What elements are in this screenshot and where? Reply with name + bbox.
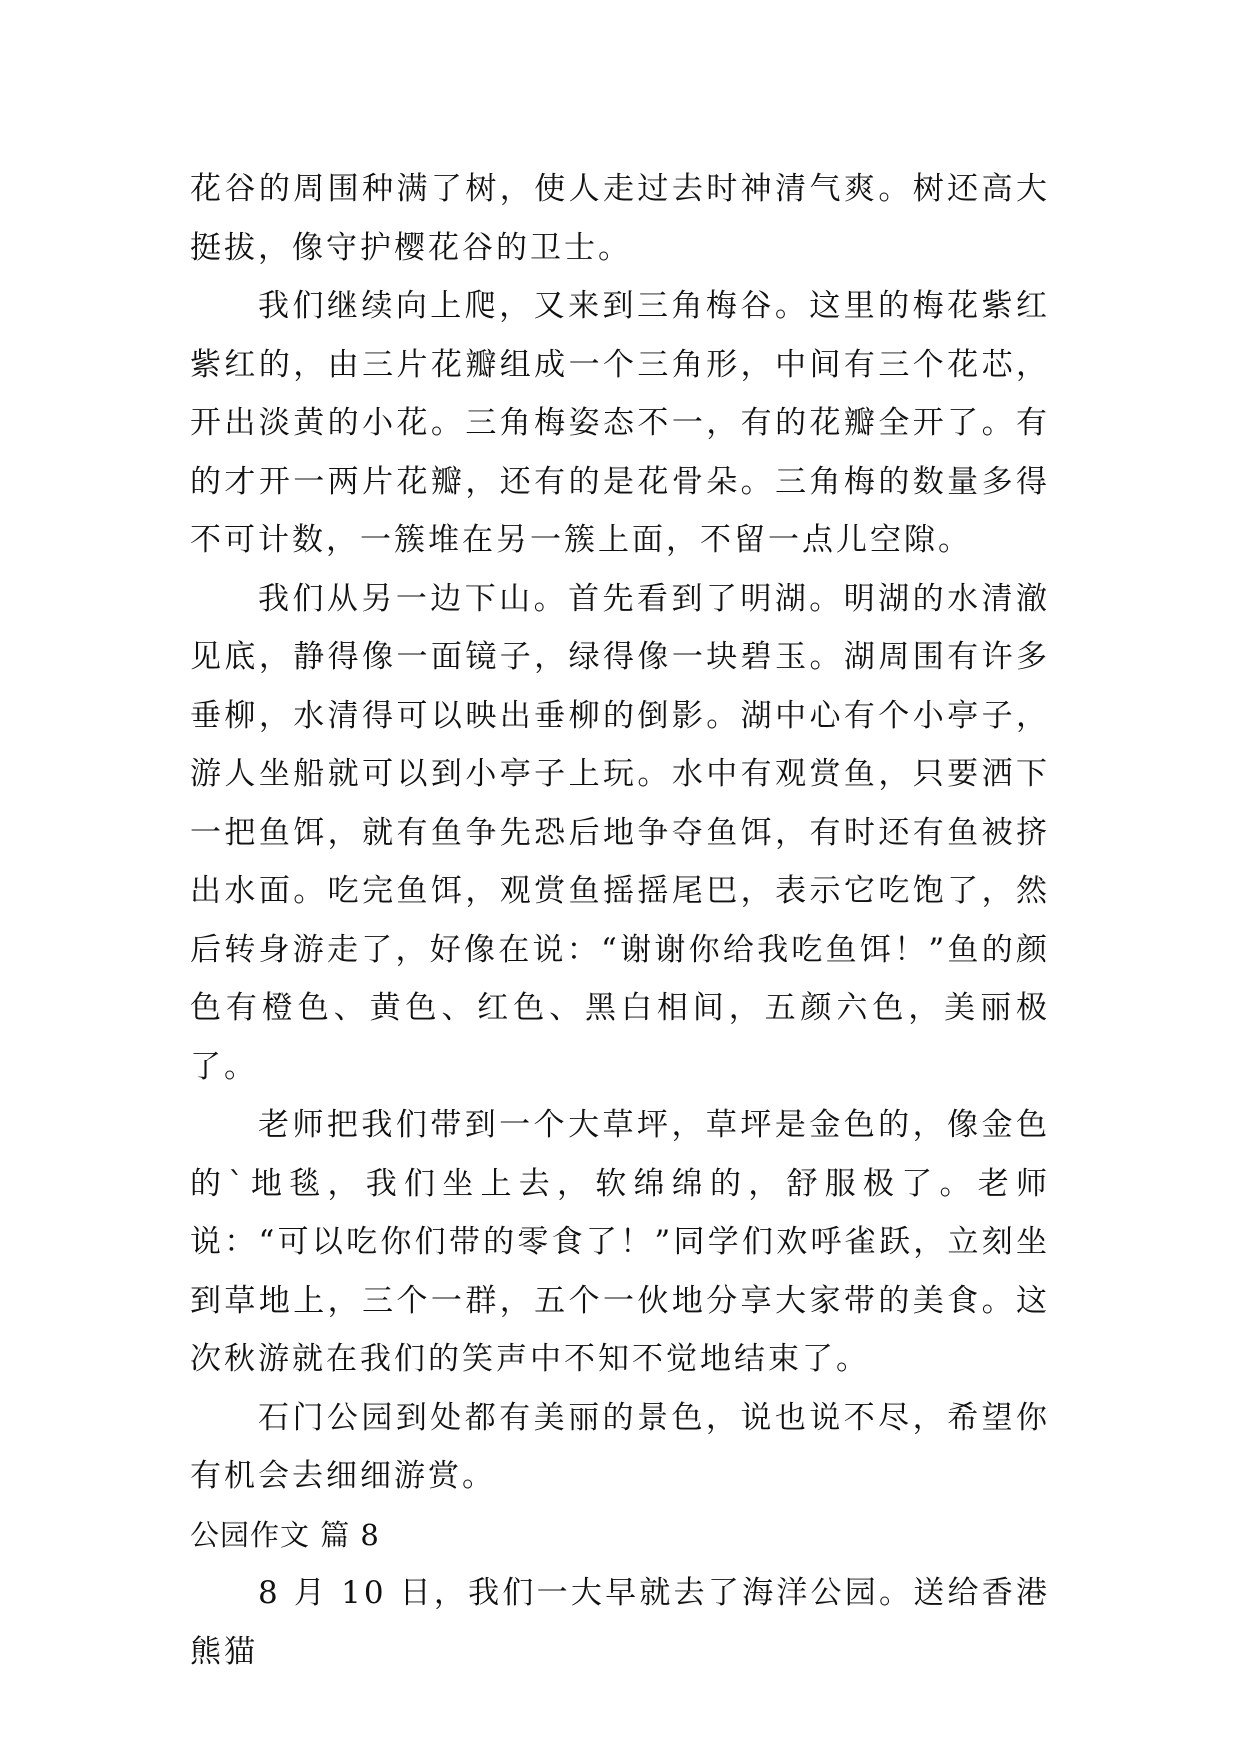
document-page bbox=[190, 160, 1050, 1681]
paragraph-ocean-park: 8 月 10 日，我们一大早就去了海洋公园。送给香港熊猫 bbox=[190, 1575, 1050, 1670]
paragraph-ming-lake: 我们从另一边下山。首先看到了明湖。明湖的水清澈见底，静得像一面镜子，绿得像一块碧玉。湖周围有许多垂柳，水清得可以映出垂柳的倒影。湖中心有个小亭子，游人坐船就可以到小亭子上玩。水中有观赏鱼，只要洒下一把鱼饵，就有鱼争先恐后地争夺鱼饵，有时还有鱼被挤出水面。吃完鱼饵，观赏鱼摇摇尾巴，表示它吃饱了，然后转身游走了，好像在说：“谢谢你给我吃鱼饵！”鱼的颜色有橙色、黄色、红色、黑白相间，五颜六色，美丽极了。 bbox=[190, 580, 1050, 1085]
paragraph-cherry-valley: 花谷的周围种满了树，使人走过去时神清气爽。树还高大挺拔，像守护樱花谷的卫士。 bbox=[190, 171, 1050, 266]
section-heading: 公园作文 篇 8 bbox=[190, 1517, 380, 1552]
paragraph-conclusion: 石门公园到处都有美丽的景色，说也说不尽，希望你有机会去细细游赏。 bbox=[190, 1399, 1050, 1494]
paragraph-golden-lawn: 老师把我们带到一个大草坪，草坪是金色的，像金色的`地毯，我们坐上去，软绵绵的，舒服极了。老师说：“可以吃你们带的零食了！”同学们欢呼雀跃，立刻坐到草地上，三个一群，五个一伙地分享大家带的美食。这次秋游就在我们的笑声中不知不觉地结束了。 bbox=[190, 1107, 1050, 1377]
paragraph-bougainvillea-valley: 我们继续向上爬，又来到三角梅谷。这里的梅花紫红紫红的，由三片花瓣组成一个三角形，中间有三个花芯，开出淡黄的小花。三角梅姿态不一，有的花瓣全开了。有的才开一两片花瓣，还有的是花骨朵。三角梅的数量多得不可计数，一簇堆在另一簇上面，不留一点儿空隙。 bbox=[190, 288, 1050, 558]
